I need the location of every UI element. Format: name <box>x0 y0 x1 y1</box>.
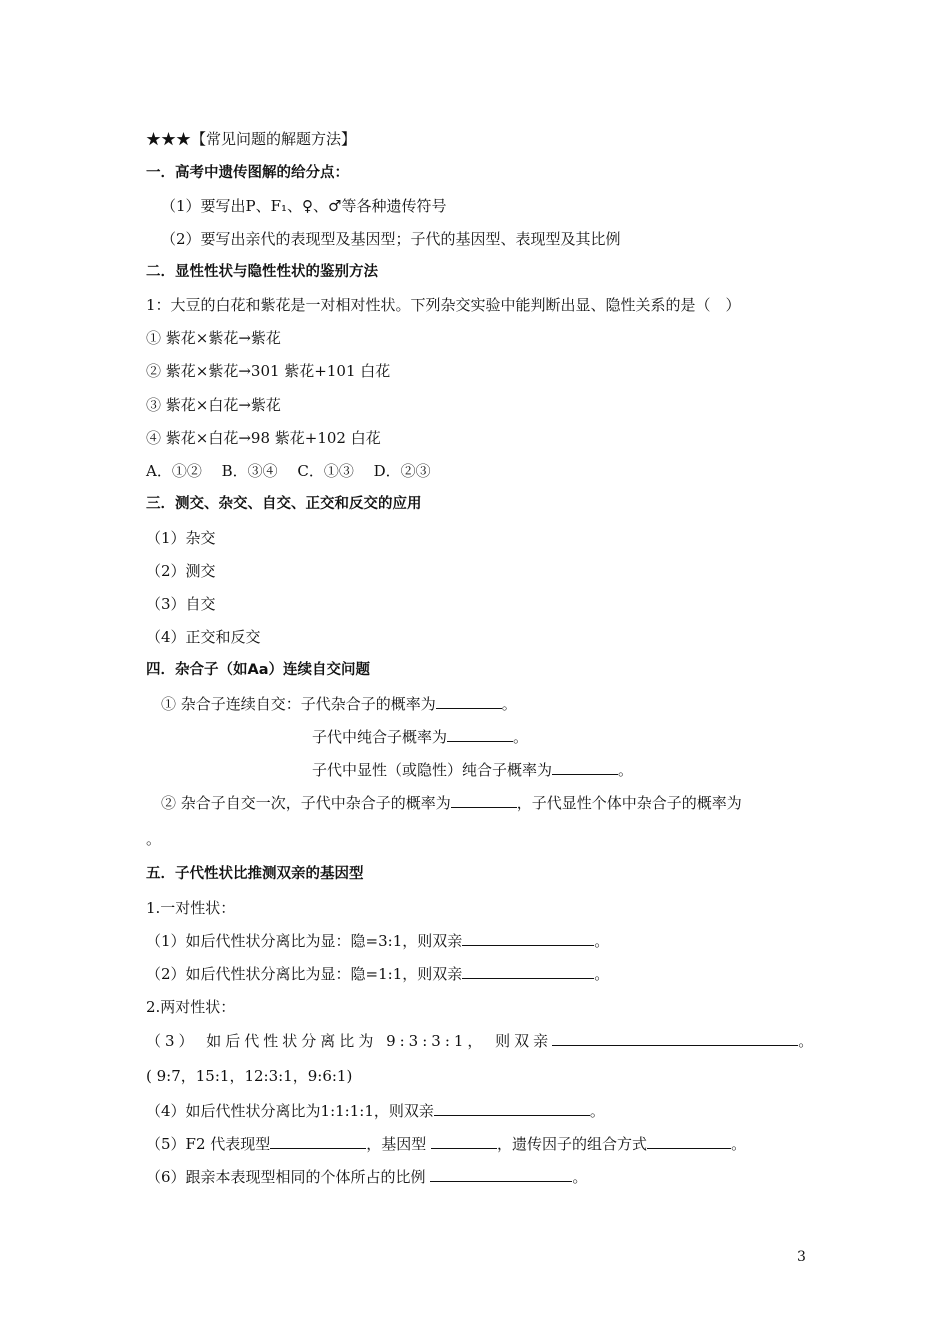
s5-heading-2: 2.两对性状： <box>146 998 236 1016</box>
period: 。 <box>798 1032 814 1050</box>
s4-line-4-text: ② 杂合子自交一次，子代中杂合子的概率为 <box>161 794 451 812</box>
s3-line-1: （1）杂交 <box>146 529 216 547</box>
s4-line-1-text: ① 杂合子连续自交：子代杂合子的概率为 <box>161 695 436 713</box>
period: 。 <box>618 761 634 779</box>
s5-item-5 <box>146 1134 746 1154</box>
s4-line-2 <box>312 727 528 747</box>
answer-blank[interactable] <box>436 694 502 709</box>
period: 。 <box>589 1102 605 1120</box>
period: 。 <box>594 932 610 950</box>
period: 。 <box>501 695 517 713</box>
s4-line-3-text: 子代中显性（或隐性）纯合子概率为 <box>312 761 553 779</box>
answer-blank[interactable] <box>447 727 513 742</box>
s5-heading-1: 1.一对性状： <box>146 899 236 917</box>
s2-option-2: ② 紫花×紫花→301 紫花+101 白花 <box>146 362 391 380</box>
s5-item-5-text-a: （5）F2 代表现型 <box>146 1135 271 1153</box>
answer-blank[interactable] <box>647 1134 731 1149</box>
period: 。 <box>513 728 529 746</box>
s5-item-2-text: （2）如后代性状分离比为显：隐=1:1，则双亲 <box>146 965 463 983</box>
s5-item-2 <box>146 964 609 984</box>
answer-blank[interactable] <box>270 1134 366 1149</box>
s5-item-5-text-c: ，遗传因子的组合方式 <box>497 1135 648 1153</box>
period: 。 <box>731 1135 747 1153</box>
s5-item-1 <box>146 931 609 951</box>
answer-blank[interactable] <box>552 1031 798 1046</box>
s2-option-4: ④ 紫花×白花→98 紫花+102 白花 <box>146 429 381 447</box>
section-4-title: 四．杂合子（如Aa）连续自交问题 <box>146 662 371 678</box>
s5-item-1-text: （1）如后代性状分离比为显：隐=3:1，则双亲 <box>146 932 463 950</box>
answer-blank[interactable] <box>462 964 594 979</box>
s3-line-4: （4）正交和反交 <box>146 628 261 646</box>
s2-option-1: ① 紫花×紫花→紫花 <box>146 329 281 347</box>
answer-blank[interactable] <box>431 1134 497 1149</box>
s5-item-3-text: （3） 如后代性状分离比为 9:3:3:1， 则双亲 <box>146 1032 553 1050</box>
answer-blank[interactable] <box>430 1167 572 1182</box>
s3-line-3: （3）自交 <box>146 595 216 613</box>
s2-question: 1：大豆的白花和紫花是一对相对性状。下列杂交实验中能判断出显、隐性关系的是（ ） <box>146 296 741 314</box>
answer-blank[interactable] <box>434 1101 590 1116</box>
period: 。 <box>572 1168 588 1186</box>
s4-line-3 <box>312 760 633 780</box>
section-header: ★★★【常见问题的解题方法】 <box>146 130 357 148</box>
s4-line-1 <box>161 694 517 714</box>
s4-line-2-text: 子代中纯合子概率为 <box>312 728 448 746</box>
s5-item-4-text: （4）如后代性状分离比为1:1:1:1，则双亲 <box>146 1102 434 1120</box>
section-1-title: 一．高考中遗传图解的给分点： <box>146 165 349 181</box>
answer-blank[interactable] <box>451 793 517 808</box>
answer-blank[interactable] <box>462 931 594 946</box>
s5-item-6-text: （6）跟亲本表现型相同的个体所占的比例 <box>146 1168 431 1186</box>
s4-line-4-text-b: ，子代显性个体中杂合子的概率为 <box>516 794 742 812</box>
s4-line-4 <box>161 793 742 813</box>
section-2-title: 二．显性性状与隐性性状的鉴别方法 <box>146 264 378 280</box>
s5-item-3-ratios: ( 9:7，15:1，12:3:1，9:6:1) <box>146 1067 353 1085</box>
s1-line-2: （2）要写出亲代的表现型及基因型；子代的基因型、表现型及其比例 <box>161 230 621 248</box>
s5-item-3 <box>146 1031 813 1051</box>
s3-line-2: （2）测交 <box>146 562 216 580</box>
s5-item-4 <box>146 1101 605 1121</box>
s5-item-5-text-b: ，基因型 <box>366 1135 432 1153</box>
s2-answers: A．①② B．③④ C．①③ D．②③ <box>146 462 431 480</box>
page-number: 3 <box>797 1249 806 1265</box>
section-5-title: 五．子代性状比推测双亲的基因型 <box>146 866 364 882</box>
s1-line-1: （1）要写出P、F₁、♀、♂等各种遗传符号 <box>161 197 447 215</box>
s4-line-4-end: 。 <box>146 830 162 848</box>
s5-item-6 <box>146 1167 587 1187</box>
s2-option-3: ③ 紫花×白花→紫花 <box>146 396 281 414</box>
period: 。 <box>594 965 610 983</box>
answer-blank[interactable] <box>552 760 618 775</box>
section-3-title: 三．测交、杂交、自交、正交和反交的应用 <box>146 496 422 512</box>
